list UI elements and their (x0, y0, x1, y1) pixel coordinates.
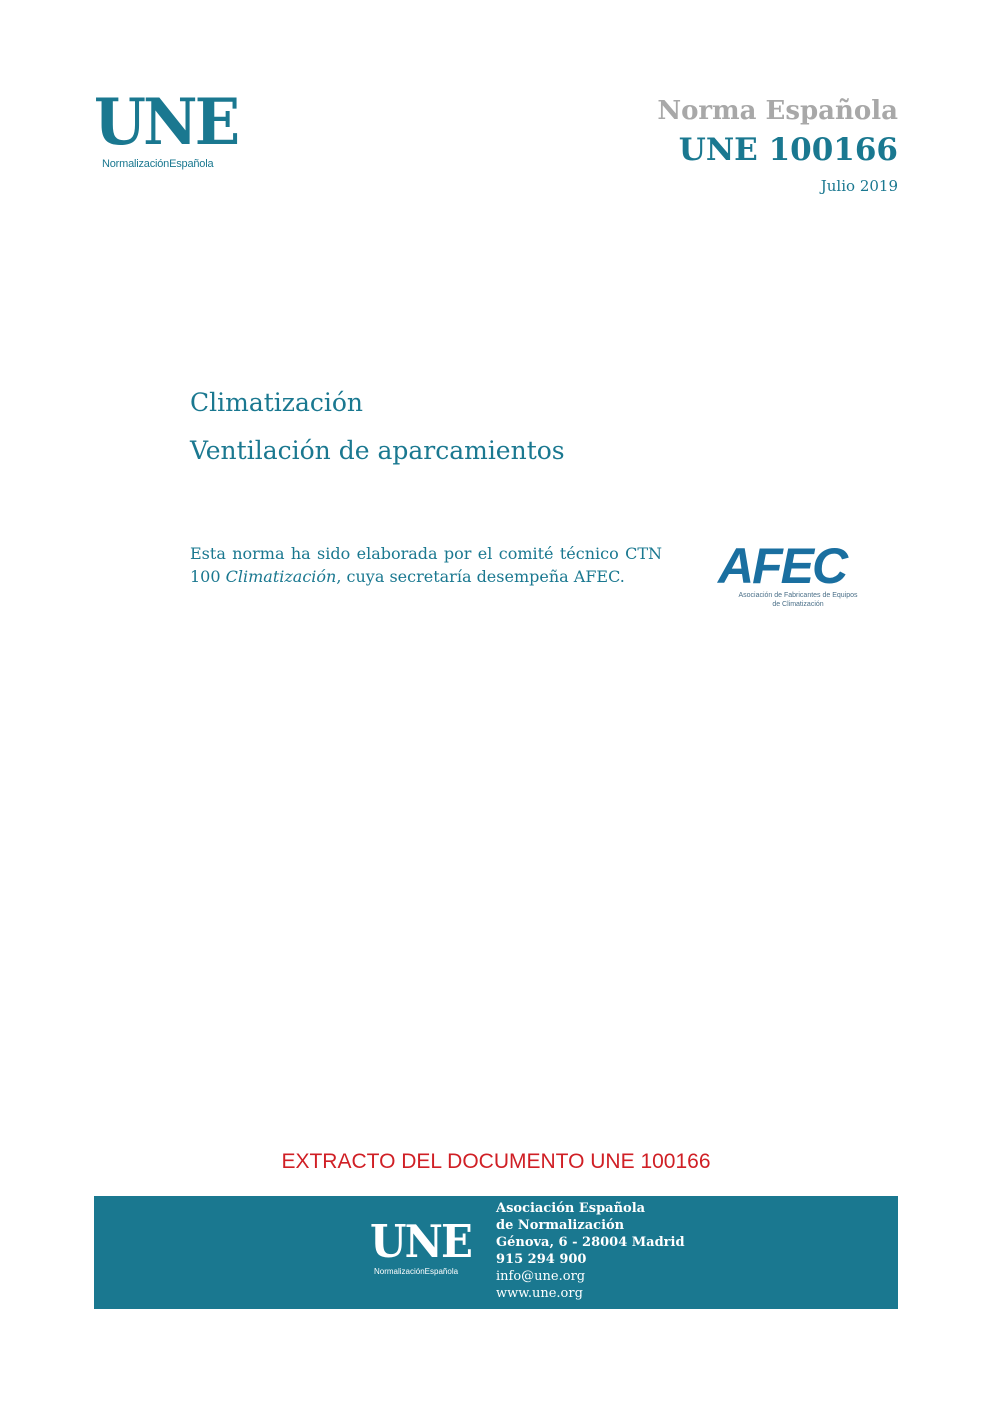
footer-address: Génova, 6 - 28004 Madrid (496, 1235, 685, 1250)
footer-phone: 915 294 900 (496, 1252, 587, 1267)
norma-label: Norma Española (657, 96, 898, 126)
footer-bar (94, 1196, 898, 1309)
committee-text-before: Esta norma ha sido elaborada por el comité técnico CTN 100 (190, 544, 662, 586)
footer-logo-mark: UNE (370, 1215, 472, 1268)
footer-website[interactable]: www.une.org (496, 1286, 583, 1301)
footer-logo-tagline: NormalizaciónEspañola (374, 1267, 459, 1276)
footer-email[interactable]: info@une.org (496, 1269, 586, 1284)
afec-logo (718, 540, 863, 615)
footer-org-line1: Asociación Española (496, 1201, 646, 1216)
document-title-sub: Ventilación de aparcamientos (190, 436, 565, 465)
publication-date: Julio 2019 (820, 177, 898, 195)
une-logo-mark: UNE (94, 85, 238, 160)
committee-text-after: , cuya secretaría desempeña AFEC. (336, 567, 625, 586)
standard-code: UNE 100166 (678, 132, 898, 168)
footer-contact (496, 1200, 685, 1302)
committee-name: Climatización (225, 567, 337, 586)
document-title-main: Climatización (190, 388, 363, 417)
committee-paragraph (190, 542, 662, 588)
une-logo-tagline: NormalizaciónEspañola (102, 158, 214, 170)
une-logo (94, 85, 244, 180)
afec-logo-mark: AFEC (718, 538, 847, 594)
extract-notice: EXTRACTO DEL DOCUMENTO UNE 100166 (281, 1150, 711, 1173)
afec-logo-tagline: Asociación de Fabricantes de Equipos de Climatización (738, 592, 858, 608)
footer-org-line2: de Normalización (496, 1218, 625, 1233)
footer-une-logo (370, 1215, 480, 1288)
